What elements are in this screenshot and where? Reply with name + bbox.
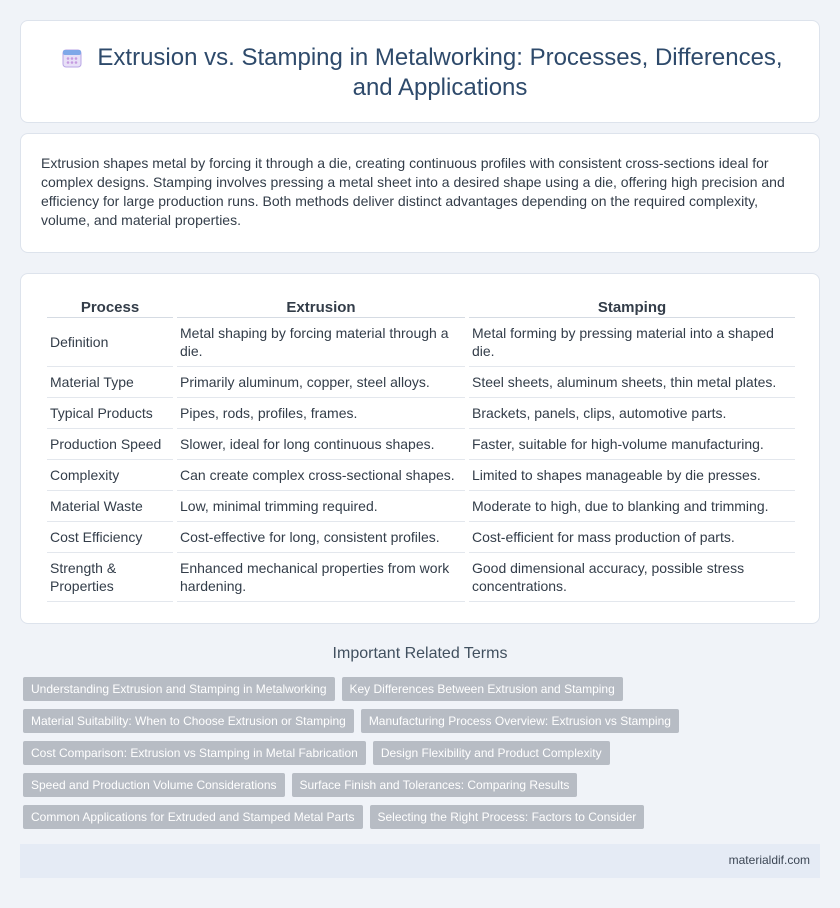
extrusion-cell: Low, minimal trimming required.	[177, 491, 465, 522]
table-header-row	[47, 296, 795, 318]
stamping-cell: Limited to shapes manageable by die presses.	[469, 460, 795, 491]
stamping-cell: Steel sheets, aluminum sheets, thin metal plates.	[469, 367, 795, 398]
related-term-tag[interactable]: Common Applications for Extruded and Stamped Metal Parts	[23, 805, 363, 829]
related-term-tag[interactable]: Understanding Extrusion and Stamping in Metalworking	[23, 677, 335, 701]
intro-card	[20, 133, 820, 253]
table-row	[47, 553, 795, 602]
tag-row	[23, 677, 813, 701]
row-label: Complexity	[47, 460, 173, 491]
stamping-cell: Metal forming by pressing material into a shaped die.	[469, 318, 795, 367]
extrusion-cell: Primarily aluminum, copper, steel alloys.	[177, 367, 465, 398]
title-card	[20, 20, 820, 123]
extrusion-cell: Cost-effective for long, consistent profiles.	[177, 522, 465, 553]
related-terms-heading: Important Related Terms	[332, 645, 508, 662]
table-row	[47, 318, 795, 367]
extrusion-cell: Pipes, rods, profiles, frames.	[177, 398, 465, 429]
extrusion-cell: Can create complex cross-sectional shapes.	[177, 460, 465, 491]
row-label: Cost Efficiency	[47, 522, 173, 553]
comparison-table	[43, 296, 799, 602]
row-label: Strength & Properties	[47, 553, 173, 602]
header-process: Process	[47, 296, 173, 318]
related-term-tag[interactable]: Surface Finish and Tolerances: Comparing Results	[292, 773, 578, 797]
table-row	[47, 398, 795, 429]
comparison-card	[20, 273, 820, 624]
extrusion-cell: Metal shaping by forcing material through a die.	[177, 318, 465, 367]
footer-site-link[interactable]: materialdif.com	[728, 853, 810, 867]
row-label: Definition	[47, 318, 173, 367]
related-term-tag[interactable]: Speed and Production Volume Considerations	[23, 773, 285, 797]
intro-paragraph: Extrusion shapes metal by forcing it through a die, creating continuous profiles with consistent cross-sections ideal for complex designs. Stamping involves pressing a metal sheet into a desired shape using a die, offering high precision and efficiency for large production runs. Both methods deliver distinct advantages depending on the required complexity, volume, and material properties.	[41, 155, 785, 228]
row-label: Production Speed	[47, 429, 173, 460]
stamping-cell: Moderate to high, due to blanking and trimming.	[469, 491, 795, 522]
tag-row	[23, 709, 813, 733]
tag-row	[23, 741, 813, 765]
table-row	[47, 460, 795, 491]
stamping-cell: Good dimensional accuracy, possible stress concentrations.	[469, 553, 795, 602]
stamping-cell: Faster, suitable for high-volume manufacturing.	[469, 429, 795, 460]
table-row	[47, 429, 795, 460]
related-term-tag[interactable]: Cost Comparison: Extrusion vs Stamping in Metal Fabrication	[23, 741, 366, 765]
related-terms-list	[23, 677, 813, 837]
related-term-tag[interactable]: Key Differences Between Extrusion and Stamping	[342, 677, 623, 701]
page-title: Extrusion vs. Stamping in Metalworking: Processes, Differences, and Applications	[97, 44, 783, 101]
row-label: Typical Products	[47, 398, 173, 429]
extrusion-cell: Enhanced mechanical properties from work hardening.	[177, 553, 465, 602]
header-stamping: Stamping	[469, 296, 795, 318]
row-label: Material Type	[47, 367, 173, 398]
stamping-cell: Cost-efficient for mass production of parts.	[469, 522, 795, 553]
related-term-tag[interactable]: Manufacturing Process Overview: Extrusion vs Stamping	[361, 709, 679, 733]
extrusion-cell: Slower, ideal for long continuous shapes.	[177, 429, 465, 460]
stamping-cell: Brackets, panels, clips, automotive parts.	[469, 398, 795, 429]
table-row	[47, 522, 795, 553]
tag-row	[23, 805, 813, 829]
table-row	[47, 367, 795, 398]
related-term-tag[interactable]: Material Suitability: When to Choose Extrusion or Stamping	[23, 709, 354, 733]
table-row	[47, 491, 795, 522]
header-extrusion: Extrusion	[177, 296, 465, 318]
related-term-tag[interactable]: Selecting the Right Process: Factors to Consider	[370, 805, 645, 829]
tag-row	[23, 773, 813, 797]
row-label: Material Waste	[47, 491, 173, 522]
footer	[20, 844, 820, 878]
related-term-tag[interactable]: Design Flexibility and Product Complexity	[373, 741, 610, 765]
